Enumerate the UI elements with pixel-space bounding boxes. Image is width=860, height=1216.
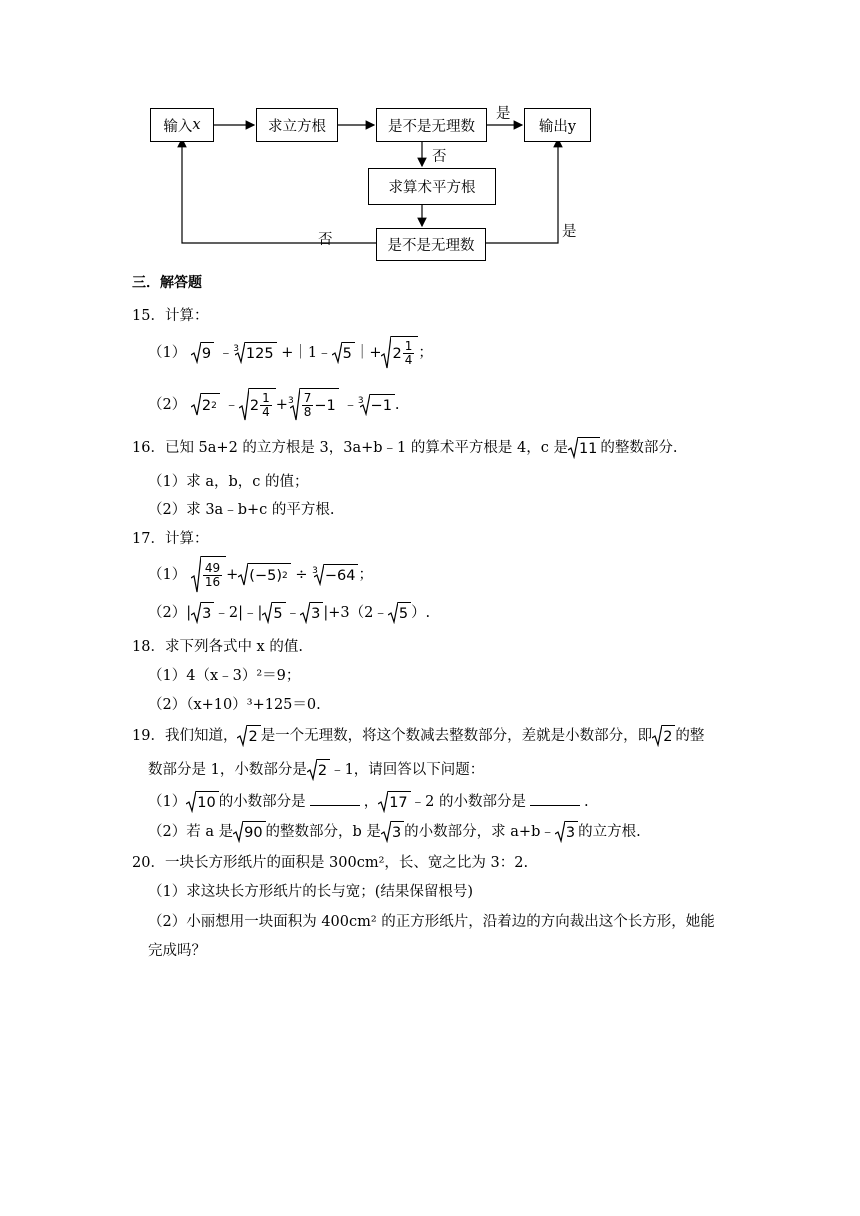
q18-part2: （2）（x+10）³+125＝0.: [148, 697, 321, 713]
q16-part2: （2）求 3a﹣b+c 的平方根.: [148, 502, 335, 518]
q19-part1: （1） 10 的小数部分是 ， 17 ﹣2 的小数部分是 .: [148, 790, 589, 813]
q17-part2: （2）| 3 ﹣2|﹣| 5 ﹣ 3 |+3（2﹣ 5 ）.: [148, 601, 430, 624]
flow-output-label: 输出y: [538, 118, 577, 135]
q18-heading: 18．求下列各式中 x 的值.: [132, 639, 303, 655]
q19-blank-2[interactable]: [530, 793, 580, 806]
q20-part2a: （2）小丽想用一块面积为 400cm² 的正方形纸片，沿着边的方向裁出这个长方形，她能: [148, 914, 715, 930]
q19-part2: （2）若 a 是 90 的整数部分，b 是 3 的小数部分，求 a+b﹣ 3 的立方根.: [148, 820, 641, 843]
flow-yes-label-2: 是: [562, 224, 577, 240]
q19-line2: 数部分是 1，小数部分是 2 ﹣1，请回答以下问题：: [148, 758, 484, 781]
flow-cube-root-label: 求立方根: [268, 118, 326, 135]
flow-input-box: [150, 108, 214, 142]
q20-part1: （1）求这块长方形纸片的长与宽；(结果保留根号): [148, 884, 474, 900]
flow-check1-box: [376, 108, 487, 142]
section-title: 三．解答题: [132, 275, 202, 291]
q17-heading: 17．计算：: [132, 531, 209, 547]
flow-sqrt-box: [368, 168, 496, 205]
flow-no-label-2: 否: [318, 232, 333, 248]
q20-line1: 20．一块长方形纸片的面积是 300cm²，长、宽之比为 3：2.: [132, 855, 529, 871]
flow-input-var: x: [192, 117, 201, 133]
q19-line1: 19．我们知道， 2 是一个无理数，将这个数减去整数部分，差就是小数部分，即 2 的整: [132, 724, 704, 747]
flow-input-label: 输入: [163, 118, 193, 135]
q17-part1: （1） $\frac{49}{16}$ + (−5) 2 ÷ $^3$ −64 ；: [148, 556, 373, 594]
flow-output-box: [524, 108, 591, 142]
flow-yes-label-1: 是: [496, 106, 511, 122]
q19-blank-1[interactable]: [310, 793, 360, 806]
flow-sqrt-label: 求算术平方根: [388, 180, 476, 196]
flow-cube-root-box: [256, 108, 338, 142]
q16-part1: （1）求 a，b，c 的值；: [148, 474, 309, 490]
q20-part2b: 完成吗？: [148, 943, 206, 959]
flow-check2-box: [376, 228, 486, 261]
q15-part1: （1） 9 ﹣$^3$ 125 +｜1﹣ 5 ｜+ 2 $\frac{1}{4}$ ；: [148, 336, 433, 370]
flow-check1-label: 是不是无理数: [388, 118, 475, 135]
q18-part1: （1）4（x﹣3）²＝9；: [148, 668, 301, 684]
flow-check2-label: 是不是无理数: [387, 238, 475, 254]
flow-no-label-1: 否: [432, 149, 447, 165]
q16-line1: 16．已知 5a+2 的立方根是 3，3a+b﹣1 的算术平方根是 4，c 是 11 的整数部分.: [132, 436, 678, 459]
q15-heading: 15．计算：: [132, 308, 209, 324]
q15-part2: （2） 2 2 ﹣ 2 $\frac{1}{4}$ +$^3$ $\frac{7}{8}$ −1 ﹣$^3$ −1 .: [148, 388, 400, 422]
